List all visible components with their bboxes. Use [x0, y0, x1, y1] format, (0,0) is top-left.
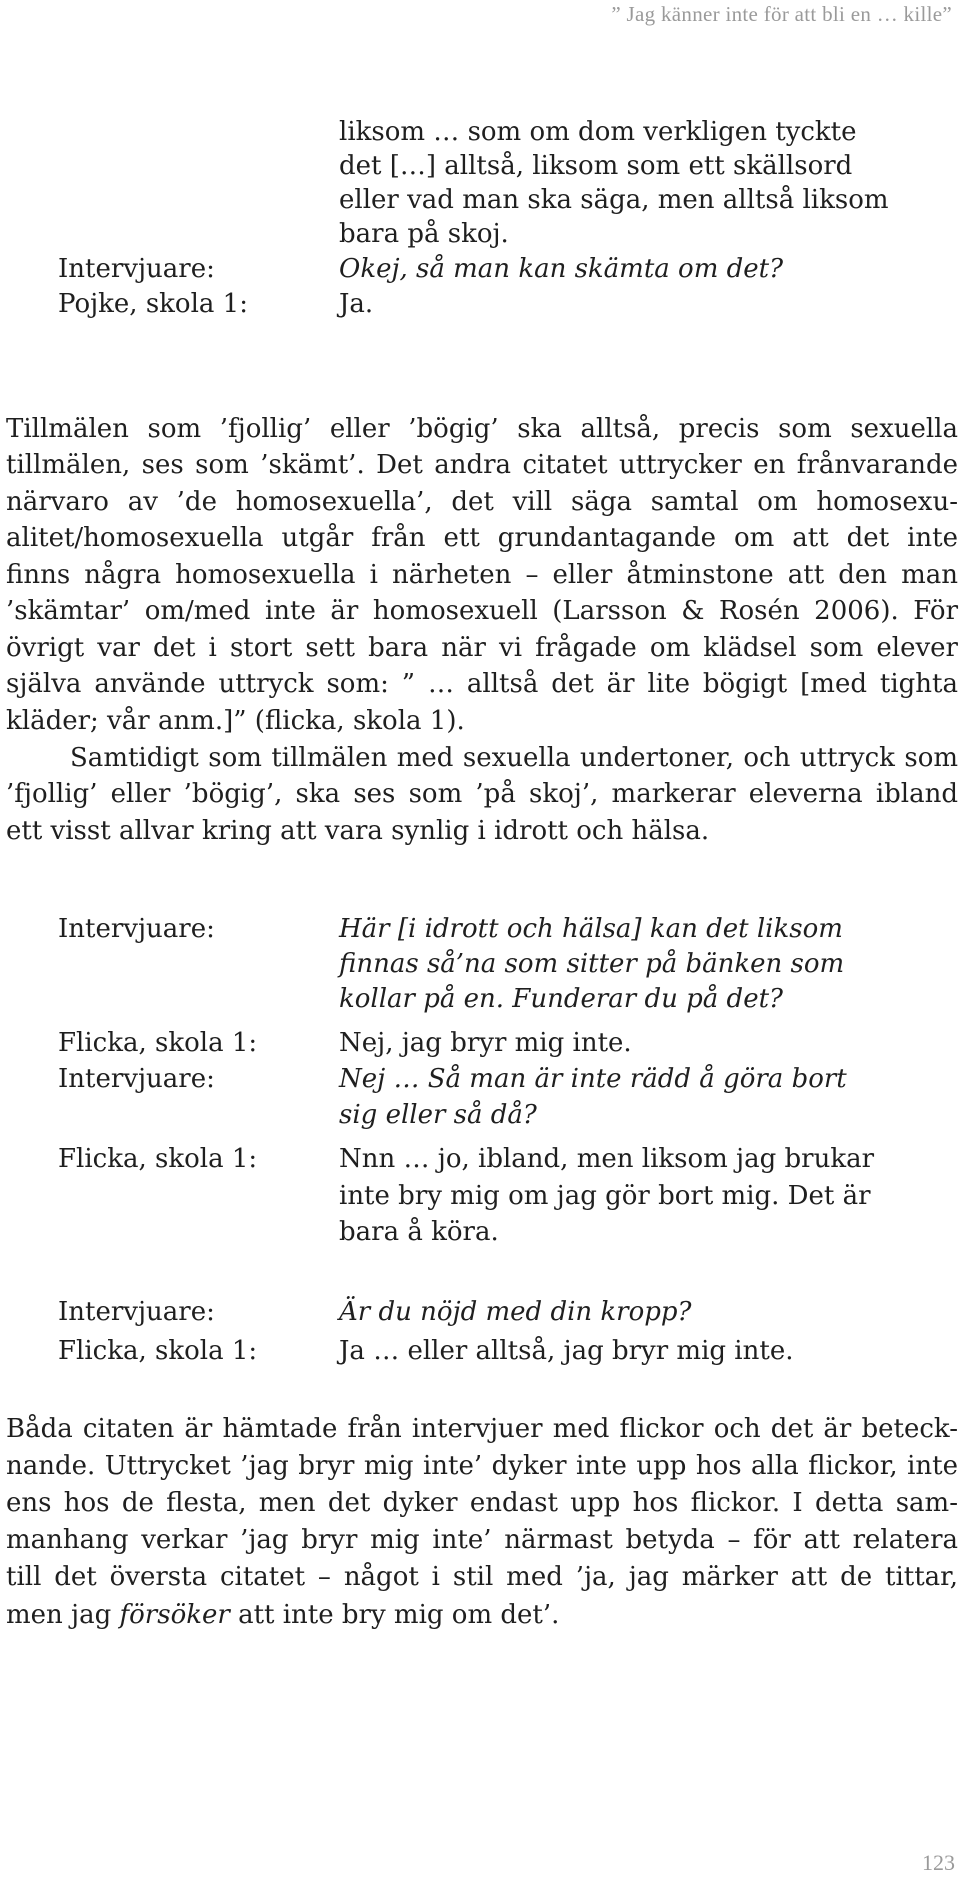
dialogue-line: bara å köra. — [339, 1217, 499, 1247]
speaker-label: Flicka, skola 1: — [58, 1336, 258, 1366]
paragraph-line: Samtidigt som tillmälen med sexuella undertoner, och uttryck som — [70, 743, 958, 773]
dialogue-line: inte bry mig om jag gör bort mig. Det är — [339, 1181, 871, 1211]
speaker-label: Intervjuare: — [58, 1064, 215, 1094]
speaker-label: Intervjuare: — [58, 1297, 215, 1327]
paragraph-line: ’skämtar’ om/med inte är homosexuell (Larsson & Rosén 2006). För — [6, 596, 958, 626]
paragraph-line: ens hos de flesta, men det dyker endast upp hos flickor. I detta sam- — [6, 1488, 958, 1518]
running-header: ” Jag känner inte för att bli en … kille” — [611, 2, 952, 26]
speaker-label: Pojke, skola 1: — [58, 289, 248, 319]
paragraph-line: ett visst allvar kring att vara synlig i idrott och hälsa. — [6, 816, 710, 846]
paragraph-line: tillmälen, ses som ’skämt’. Det andra citatet uttrycker en frånvarande — [6, 450, 958, 480]
dialogue-line: Är du nöjd med din kropp? — [339, 1297, 692, 1327]
emphasis-text: försöker — [119, 1600, 230, 1630]
paragraph-line: finns några homosexuella i närheten – eller åtminstone att den man — [6, 560, 958, 590]
paragraph-line: nande. Uttrycket ’jag bryr mig inte’ dyker inte upp hos alla flickor, inte — [6, 1451, 958, 1481]
paragraph-line-last — [6, 1597, 958, 1633]
paragraph-line: ’fjollig’ eller ’bögig’, ska ses som ’på skoj’, markerar eleverna ibland — [6, 779, 958, 809]
dialogue-line: liksom … som om dom verkligen tyckte — [339, 117, 857, 147]
dialogue-line: Nej … Så man är inte rädd å göra bort — [339, 1064, 847, 1094]
speaker-label: Flicka, skola 1: — [58, 1144, 258, 1174]
paragraph-line: närvaro av ’de homosexuella’, det vill säga samtal om homosexu- — [6, 487, 958, 517]
text-run: men jag — [6, 1600, 120, 1630]
dialogue-line: Nej, jag bryr mig inte. — [339, 1028, 632, 1058]
dialogue-line: Här [i idrott och hälsa] kan det liksom — [339, 914, 843, 944]
speaker-label: Flicka, skola 1: — [58, 1028, 258, 1058]
paragraph-line: övrigt var det i stort sett bara när vi frågade om klädsel som elever — [6, 633, 958, 663]
dialogue-line: finnas så’na som sitter på bänken som — [339, 949, 845, 979]
page-number: 123 — [922, 1850, 955, 1875]
paragraph-line: kläder; vår anm.]” (flicka, skola 1). — [6, 706, 465, 736]
dialogue-line: bara på skoj. — [339, 219, 509, 249]
dialogue-line: Okej, så man kan skämta om det? — [339, 254, 784, 284]
dialogue-line: sig eller så då? — [339, 1100, 537, 1130]
dialogue-line: det […] alltså, liksom som ett skällsord — [339, 151, 853, 181]
paragraph-line: Tillmälen som ’fjollig’ eller ’bögig’ ska alltså, precis som sexuella — [6, 414, 958, 444]
text-run: att inte bry mig om det’. — [229, 1600, 560, 1630]
speaker-label: Intervjuare: — [58, 254, 215, 284]
dialogue-line: Nnn … jo, ibland, men liksom jag brukar — [339, 1144, 875, 1174]
dialogue-line: eller vad man ska säga, men alltså liksom — [339, 185, 889, 215]
paragraph-line: till det översta citatet – något i stil med ’ja, jag märker att de tittar, — [6, 1562, 958, 1592]
speaker-label: Intervjuare: — [58, 914, 215, 944]
paragraph-line: manhang verkar ’jag bryr mig inte’ närmast betyda – för att relatera — [6, 1525, 958, 1555]
paragraph-line: alitet/homosexuella utgår från ett grundantagande om att det inte — [6, 523, 958, 553]
paragraph-line: själva använde uttryck som: ” … alltså det är lite bögigt [med tighta — [6, 669, 958, 699]
dialogue-line: kollar på en. Funderar du på det? — [339, 984, 783, 1014]
dialogue-line: Ja … eller alltså, jag bryr mig inte. — [339, 1336, 794, 1366]
paragraph-line: Båda citaten är hämtade från intervjuer med flickor och det är beteck- — [6, 1414, 958, 1444]
dialogue-line: Ja. — [339, 289, 374, 319]
